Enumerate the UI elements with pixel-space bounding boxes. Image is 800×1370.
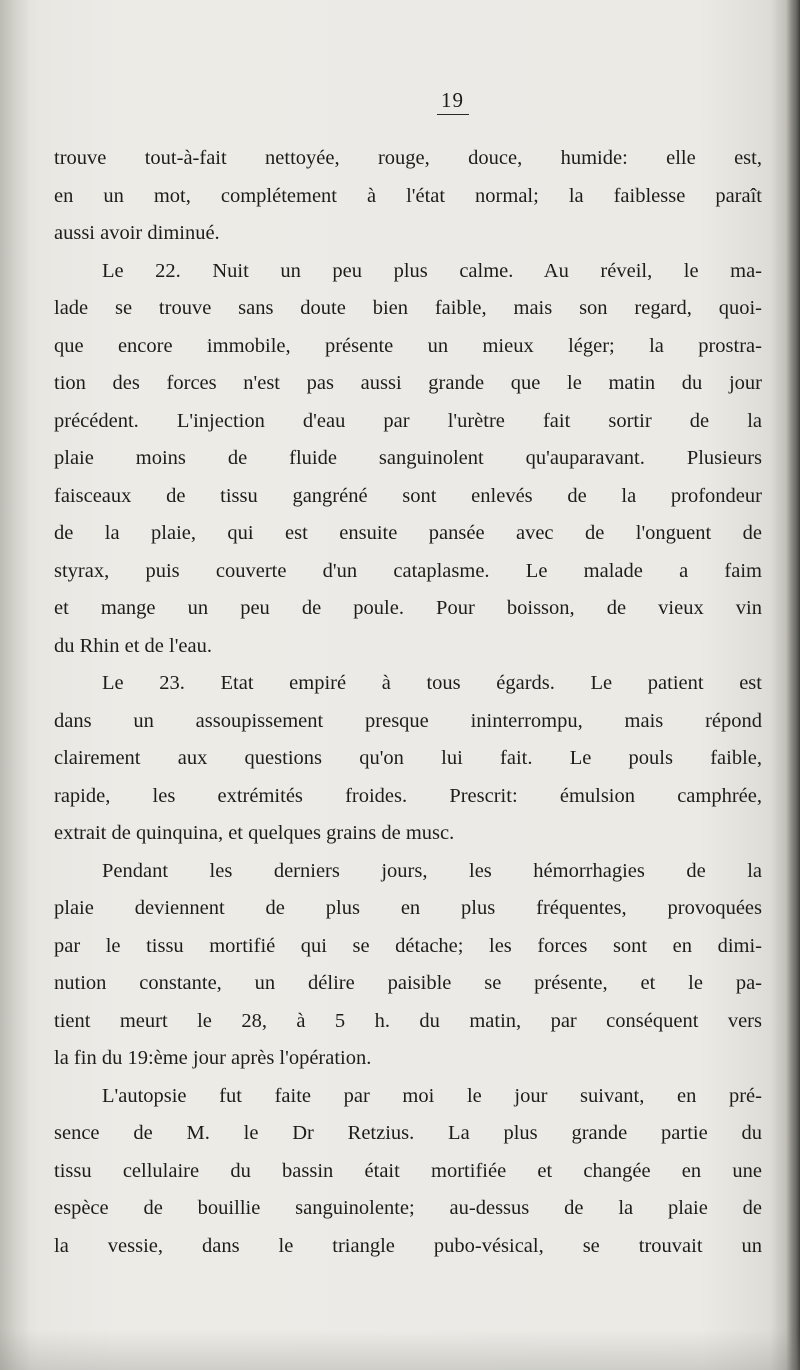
text-line: L'autopsie fut faite par moi le jour suivant, en pré- [102, 1084, 762, 1107]
text-line: de la plaie, qui est ensuite pansée avec de l'onguent de [54, 522, 762, 544]
text-line: et mange un peu de poule. Pour boisson, de vieux vin [54, 597, 762, 619]
text-line: aussi avoir diminué. [54, 222, 220, 244]
text-line: Le 22. Nuit un peu plus calme. Au réveil, le ma- [102, 259, 762, 282]
text-line: tient meurt le 28, à 5 h. du matin, par conséquent vers [54, 1009, 762, 1032]
text-line: plaie moins de fluide sanguinolent qu'auparavant. Plusieurs [54, 447, 762, 469]
page-number: 19 [441, 88, 464, 112]
text-line: extrait de quinquina, et quelques grains de musc. [54, 822, 455, 844]
text-line: styrax, puis couverte d'un cataplasme. Le malade a faim [54, 559, 762, 582]
text-line: lade se trouve sans doute bien faible, mais son regard, quoi- [54, 297, 762, 319]
text-line: tissu cellulaire du bassin était mortifiée et changée en une [54, 1159, 762, 1182]
text-line: espèce de bouillie sanguinolente; au-dessus de la plaie de [54, 1197, 762, 1219]
page-edge-shadow [786, 0, 800, 1370]
text-line: en un mot, complétement à l'état normal; la faiblesse paraît [54, 184, 762, 207]
text-line: que encore immobile, présente un mieux léger; la prostra- [54, 334, 762, 357]
text-line: la vessie, dans le triangle pubo-vésical, se trouvait un [54, 1234, 762, 1257]
binding-shadow [0, 0, 30, 1370]
text-line: tion des forces n'est pas aussi grande que le matin du jour [54, 372, 762, 394]
text-line: rapide, les extrémités froides. Prescrit: émulsion camphrée, [54, 784, 762, 807]
text-line: plaie deviennent de plus en plus fréquentes, provoquées [54, 897, 762, 919]
text-line: Pendant les derniers jours, les hémorrhagies de la [102, 859, 762, 882]
text-line: du Rhin et de l'eau. [54, 634, 212, 657]
text-line: nution constante, un délire paisible se présente, et le pa- [54, 972, 762, 994]
text-line: sence de M. le Dr Retzius. La plus grande partie du [54, 1122, 762, 1144]
text-line: trouve tout-à-fait nettoyée, rouge, douce, humide: elle est, [54, 147, 762, 169]
text-line: clairement aux questions qu'on lui fait. Le pouls faible, [54, 747, 762, 769]
page-number-underline [437, 114, 469, 115]
bottom-shadow [0, 1330, 800, 1370]
text-line: faisceaux de tissu gangréné sont enlevés de la profondeur [54, 484, 762, 507]
text-line: la fin du 19:ème jour après l'opération. [54, 1047, 372, 1069]
text-line: précédent. L'injection d'eau par l'urètre fait sortir de la [54, 409, 762, 432]
body-text [54, 140, 762, 1265]
text-line: par le tissu mortifié qui se détache; les forces sont en dimi- [54, 934, 762, 957]
text-line: dans un assoupissement presque ininterrompu, mais répond [54, 709, 762, 732]
text-line: Le 23. Etat empiré à tous égards. Le patient est [102, 672, 762, 694]
